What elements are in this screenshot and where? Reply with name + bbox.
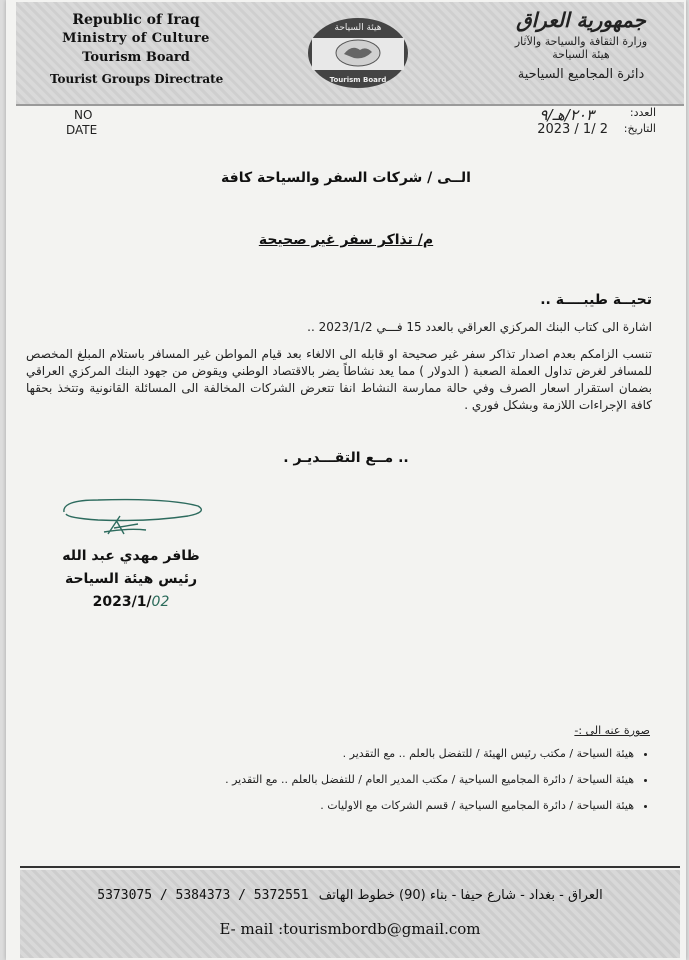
cc-item: • هيئة السياحة / دائرة المجاميع السياحية / مكتب المدير العام / للتفضل بالعلم .. مع التقدير . <box>74 770 634 796</box>
ministry-name: Ministry of Culture <box>62 31 210 46</box>
letter-page <box>6 0 686 960</box>
closing-regards: .. مــع التقـــديـر . <box>283 450 409 466</box>
date-label: DATE <box>66 123 98 137</box>
country-name-ar: جمهورية العراق <box>516 8 646 32</box>
logo-english-text: Tourism Board <box>329 76 387 84</box>
date-label-ar: التاريخ: <box>623 122 656 135</box>
reference-number-row <box>456 106 656 122</box>
ministry-name-ar: وزارة الثقافة والسياحة والآثار <box>514 35 648 48</box>
letterhead <box>16 2 684 106</box>
reference-date-row <box>456 122 656 138</box>
logo-arabic-text: هيئة السياحة <box>334 23 382 33</box>
number-label: العدد: <box>629 106 656 119</box>
board-name-ar: هيئة السياحة <box>552 48 610 61</box>
email-address: :tourismbordb@gmail.com <box>278 920 481 938</box>
footer-email <box>20 920 680 938</box>
addressee: الــى / شركات السفر والسياحة كافة <box>221 170 471 186</box>
country-name: Republic of Iraq <box>72 12 200 28</box>
cc-item: • هيئة السياحة / دائرة المجاميع السياحية / قسم الشركات مع الاوليات . <box>74 796 634 822</box>
footer-phones: 5373075 / 5384373 / 5372551 <box>97 888 309 903</box>
no-label: NO <box>74 108 93 122</box>
subject-line <box>6 232 686 248</box>
reference-date: 2023 / 1/ 2 <box>537 122 608 137</box>
reference-paragraph: اشارة الى كتاب البنك المركزي العراقي بالعدد 15 فـــي 2023/1/2 .. <box>307 320 652 334</box>
signatory-block <box>56 545 206 614</box>
letterhead-english <box>36 12 236 86</box>
cc-list <box>74 744 650 822</box>
signature-date-printed: 2023/1/ <box>92 594 152 610</box>
directorate-name: Tourist Groups Directrate <box>50 72 224 86</box>
reference-labels-en <box>66 108 98 138</box>
reference-number: ٢٠٣/هـ/٩ <box>539 106 594 124</box>
greeting: تحيــة طيبــــة .. <box>540 292 652 308</box>
email-label: E- mail <box>219 920 274 938</box>
footer-address-ar: العراق - بغداد - شارع حيفا - بناء (90) خطوط الهاتف <box>318 888 603 903</box>
reference-arabic <box>456 106 656 138</box>
board-name: Tourism Board <box>82 50 190 65</box>
footer-divider <box>20 866 680 868</box>
body-paragraph: تنسب الزامكم بعدم اصدار تذاكر سفر غير صحيحة او قابله الى الالغاء بعد قيام المواطن غير المسافر باستلام المبلغ المخصص للمسافر لغرض تداول العملة الصعبة ( الدولار ) مما يعد نشاطاً يضر بالاقتصاد الوطني ويقوض من جهود البنك المركزي العراقي بضمان استقرار اسعار الصرف وفي حالة ممارسة النشاط انفا تتعرض الشركات المخالفة الى المسائلة القانونية وتتخذ بحقها كافة الإجراءات اللازمة وبشكل فوري . <box>26 347 652 412</box>
cc-title: صورة عنه الى :- <box>574 724 650 737</box>
handwritten-signature <box>58 494 208 544</box>
signatory-title: رئيس هيئة السياحة <box>64 571 198 587</box>
letterhead-arabic <box>486 8 676 82</box>
signature-date <box>56 591 206 614</box>
footer-address <box>20 888 680 903</box>
letter-footer <box>20 870 680 958</box>
directorate-name-ar: دائرة المجاميع السياحية <box>517 67 645 82</box>
tourism-board-logo <box>306 16 410 90</box>
subject-text: م/ تذاكر سفر غير صحيحة <box>258 232 434 248</box>
signature-date-handwritten: 02 <box>151 594 170 610</box>
cc-item: • هيئة السياحة / مكتب رئيس الهيئة / للتفضل بالعلم .. مع التقدير . <box>74 744 634 770</box>
signatory-name: ظافر مهدي عبد الله <box>62 548 200 564</box>
